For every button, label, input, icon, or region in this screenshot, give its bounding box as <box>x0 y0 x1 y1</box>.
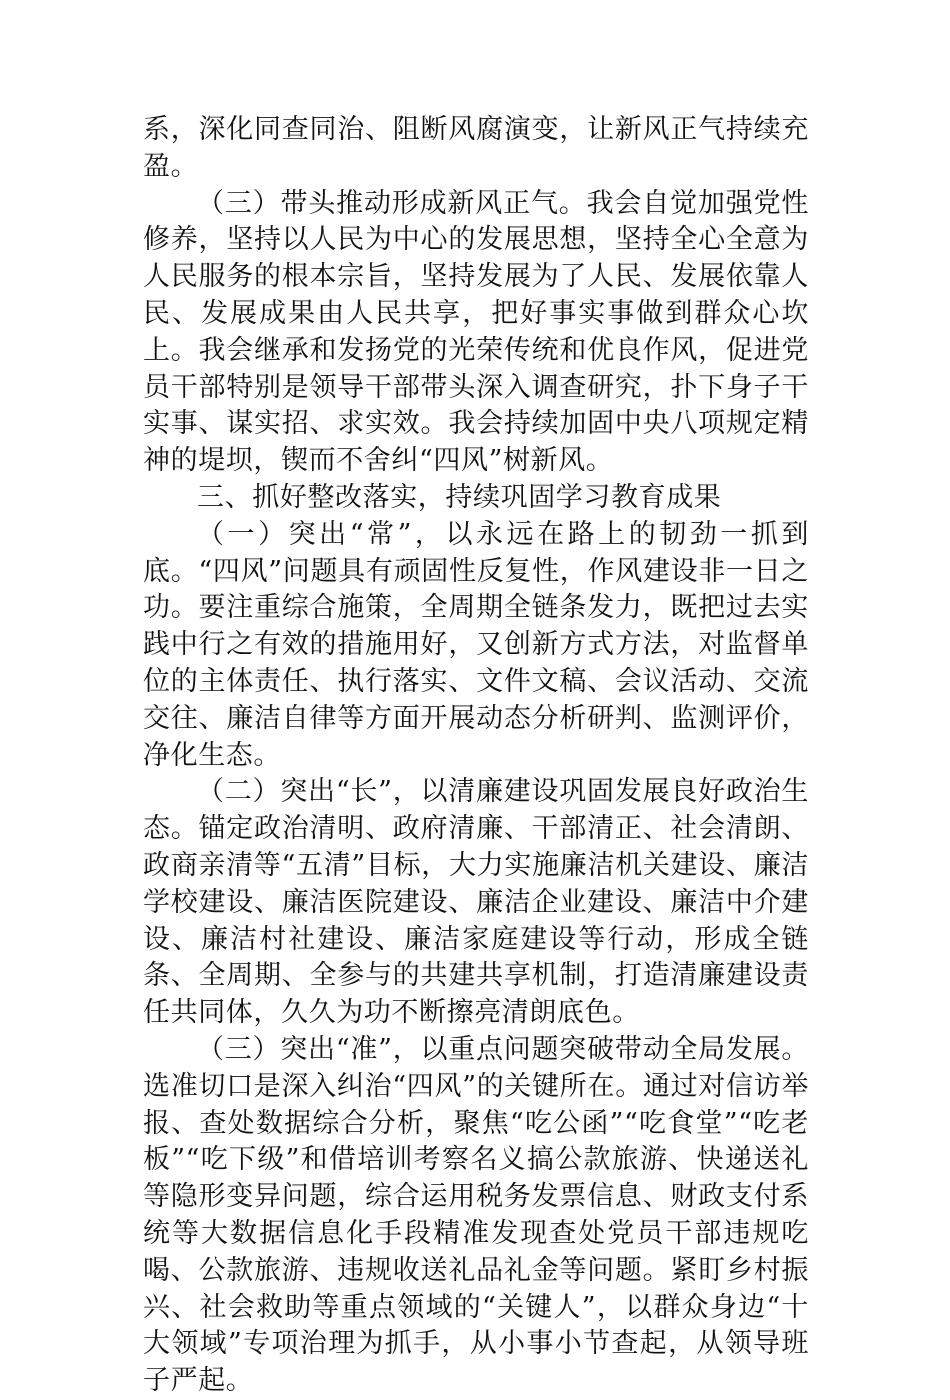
paragraph-three-new-style: （三）带头推动形成新风正气。我会自觉加强党性修养，坚持以人民为中心的发展思想，坚持全心全意为人民服务的根本宗旨，坚持发展为了人民、发展依靠人民、发展成果由人民共享，把好事实事做到群众心坎上。我会继承和发扬党的光荣传统和优良作风，促进党员干部特别是领导干部带头深入调查研究，扑下身子干实事、谋实招、求实效。我会持续加固中央八项规定精神的堤坝，锲而不舍纠“四风”树新风。 <box>143 187 809 477</box>
paragraph-continuation: 系，深化同查同治、阻断风腐演变，让新风正气持续充盈。 <box>143 114 809 182</box>
section-heading: 三、抓好整改落实，持续巩固学习教育成果 <box>197 481 722 513</box>
document-page <box>143 112 809 1400</box>
paragraph-three-precise: （三）突出“准”，以重点问题突破带动全局发展。选准切口是深入纠治“四风”的关键所在。通过对信访举报、查处数据综合分析，聚焦“吃公函”“吃食堂”“吃老板”“吃下级”和借培训考察名义搞公款旅游、快递送礼等隐形变异问题，综合运用税务发票信息、财政支付系统等大数据信息化手段精准发现查处党员干部违规吃喝、公款旅游、违规收送礼品礼金等问题。紧盯乡村振兴、社会救助等重点领域的“关键人”，以群众身边“十大领域”专项治理为抓手，从小事小节查起，从领导班子严起。 <box>143 1033 809 1397</box>
paragraph-one-constant: （一）突出“常”，以永远在路上的韧劲一抓到底。“四风”问题具有顽固性反复性，作风建设非一日之功。要注重综合施策，全周期全链条发力，既把过去实践中行之有效的措施用好，又创新方式方法，对监督单位的主体责任、执行落实、文件文稿、会议活动、交流交往、廉洁自律等方面开展动态分析研判、监测评价，净化生态。 <box>143 518 809 771</box>
paragraph-two-long: （二）突出“长”，以清廉建设巩固发展良好政治生态。锚定政治清明、政府清廉、干部清正、社会清朗、政商亲清等“五清”目标，大力实施廉洁机关建设、廉洁学校建设、廉洁医院建设、廉洁企业建设、廉洁中介建设、廉洁村社建设、廉洁家庭建设等行动，形成全链条、全周期、全参与的共建共享机制，打造清廉建设责任共同体，久久为功不断擦亮清朗底色。 <box>143 776 809 1029</box>
